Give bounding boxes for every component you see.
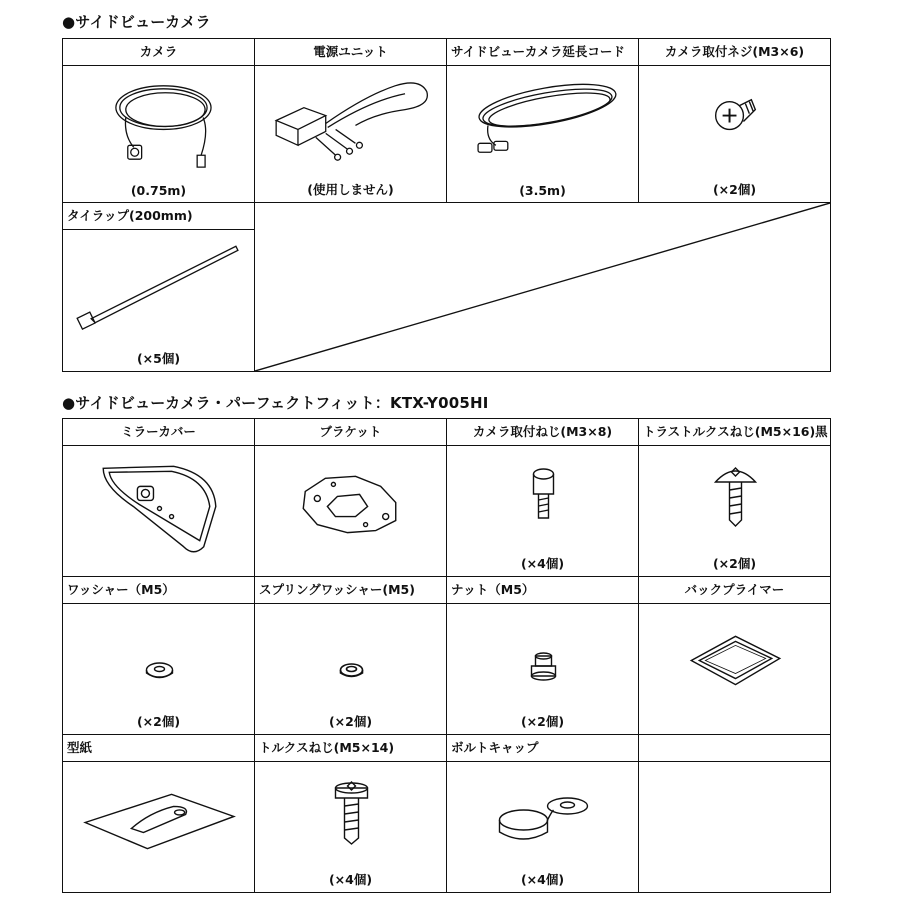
part-note: (使用しません) [307,182,394,197]
part-label: カメラ [63,39,254,66]
template-paper-icon [63,762,254,888]
mirror-cover-icon [63,446,254,572]
part-label: バックプライマー [639,577,830,604]
parts-table-side-view-camera [62,38,831,372]
section-title-perfect-fit: ●サイドビューカメラ・パーフェクトフィット：KTX-Y005HI [62,394,489,412]
part-cell-truss-torx-screw [639,419,831,577]
part-cell-camera [63,39,255,203]
bracket-icon [255,446,446,572]
spring-washer-icon [255,604,446,712]
cable-tie-icon [63,230,254,349]
nut-icon [447,604,638,712]
part-cell-mirror-cover [63,419,255,577]
camera-screw-m3x8-icon [447,446,638,554]
part-note: (3.5m) [519,183,566,198]
primer-packet-icon [639,604,830,730]
part-label: 型紙 [63,735,254,762]
part-cell-primer-packet [639,577,831,735]
diagonal-strike-line [255,203,830,371]
power-unit-icon [255,66,446,180]
blank-area [255,203,831,372]
parts-table-perfect-fit [62,418,831,893]
part-note: (×4個) [520,556,565,571]
part-label: トラストルクスねじ(M5×16)黒 [639,419,830,446]
part-cell-torx-screw [255,735,447,893]
part-cell-empty [639,735,831,893]
washer-icon [63,604,254,712]
part-cell-extension-cord [447,39,639,203]
part-note: (×2個) [712,182,757,197]
part-note: (×2個) [712,556,757,571]
part-note: (×4個) [328,872,373,887]
part-label: サイドビューカメラ延長コード [447,39,638,66]
part-note: (0.75m) [130,183,187,198]
truss-torx-screw-icon [639,446,830,554]
part-note: (×2個) [520,714,565,729]
part-label: スプリングワッシャー(M5) [255,577,446,604]
part-cell-bracket [255,419,447,577]
part-label: ミラーカバー [63,419,254,446]
part-cell-cable-tie [63,203,255,372]
part-cell-power-unit [255,39,447,203]
bolt-cap-icon [447,762,638,870]
part-cell-bolt-cap [447,735,639,893]
part-label: ボルトキャップ [447,735,638,762]
part-label: カメラ取付ねじ(M3×8) [447,419,638,446]
section-title-side-view-camera: ●サイドビューカメラ [62,13,211,31]
part-label: ナット（M5） [447,577,638,604]
part-label: ワッシャー（M5） [63,577,254,604]
part-cell-camera-screw [639,39,831,203]
part-label: 電源ユニット [255,39,446,66]
part-label [639,735,830,762]
part-label: ブラケット [255,419,446,446]
torx-screw-icon [255,762,446,870]
part-cell-camera-screw-m3x8 [447,419,639,577]
camera-icon [63,66,254,180]
part-cell-template-paper [63,735,255,893]
part-cell-washer [63,577,255,735]
camera-screw-icon [639,66,830,180]
part-cell-nut [447,577,639,735]
extension-cord-icon [447,66,638,180]
part-note: (×5個) [136,351,181,366]
part-cell-spring-washer [255,577,447,735]
part-label: トルクスねじ(M5×14) [255,735,446,762]
part-note: (×2個) [136,714,181,729]
part-note: (×4個) [520,872,565,887]
part-label: カメラ取付ネジ(M3×6) [639,39,830,66]
part-note: (×2個) [328,714,373,729]
part-label: タイラップ(200mm) [63,203,254,230]
